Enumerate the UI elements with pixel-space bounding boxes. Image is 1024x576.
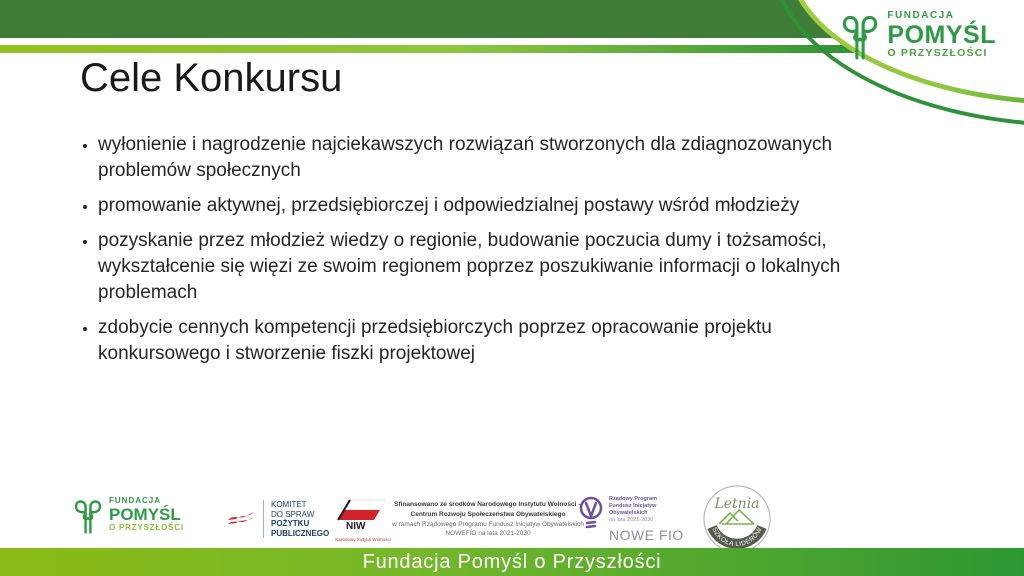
brand-line3: O PRZYSZŁOŚCI: [887, 46, 988, 59]
polish-flag-icon: [226, 510, 256, 528]
fundacja-line1: FUNDACJA: [109, 495, 161, 505]
komitet-line4: PUBLICZNEGO: [271, 528, 330, 538]
nowefio-program-line2: Fundusz Inicjatyw: [609, 502, 657, 509]
footer-niw-logo: [332, 498, 394, 543]
funding-note-line1: Sfinansowano ze środków Narodowego Instytutu Wolności –: [394, 501, 582, 508]
footer-nowefio-logo: [578, 496, 684, 543]
nowefio-name: NOWE FIO: [609, 526, 684, 543]
footer-fundacja-text: [109, 497, 184, 533]
bullet-list: [78, 132, 880, 376]
bullet-item: • pozyskanie przez młodzież wiedzy o regionie, budowanie poczucia dumy i tożsamości, wykształcenie się więzi ze swoim regionem poprzez poszukiwanie informacji o lokalnych problemach: [98, 228, 880, 306]
fundacja-line3: O PRZYSZŁOŚCI: [109, 523, 184, 533]
bullet-item: • wyłonienie i nagrodzenie najciekawszych rozwiązań stworzonych dla zdiagnozowanych problemów społecznych: [98, 132, 880, 184]
nowefio-program-line4: na lata 2021-2030: [609, 516, 654, 523]
footer-funding-note: [388, 500, 588, 539]
bottom-bar: [0, 548, 1024, 576]
letnia-banner-text: SZKOŁA LIDERÓW: [710, 526, 764, 549]
niw-flag-icon: [336, 498, 390, 532]
bottom-bar-text: Fundacja Pomyśl o Przyszłości: [362, 550, 662, 573]
header-brand-text: [887, 11, 996, 59]
nowefio-program-line1: Rządowy Program: [609, 496, 657, 502]
page-title: Cele Konkursu: [80, 56, 343, 100]
niw-acronym: NIW: [346, 521, 366, 532]
tree-icon: [839, 10, 881, 60]
tree-icon: [72, 495, 104, 535]
nowefio-program-line3: Obywatelskich: [609, 509, 648, 516]
funding-note-line2: Centrum Rozwoju Społeczeństwa Obywatelskiego: [410, 510, 566, 518]
funding-note-line4: NOWEFIO na lata 2021-2030: [445, 530, 531, 538]
komitet-text: [271, 500, 329, 538]
komitet-divider: [263, 500, 264, 538]
letnia-script-text: Letnia: [714, 496, 760, 512]
komitet-line3: POŻYTKU: [271, 519, 310, 529]
funding-note-line3: w ramach Rządowego Programu Fundusz Inicjatyw Obywatelskich: [392, 520, 584, 528]
bullet-item: • promowanie aktywnej, przedsiębiorczej i odpowiedzialnej postawy wśród młodzieży: [98, 193, 880, 219]
brand-line2: POMYŚL: [887, 20, 996, 49]
footer-fundacja-logo: [72, 495, 184, 535]
brand-line1: FUNDACJA: [887, 10, 955, 22]
komitet-line2: DO SPRAW: [271, 509, 315, 519]
fundacja-line2: POMYŚL: [109, 504, 181, 524]
letnia-badge-icon: [702, 484, 772, 554]
lightbulb-icon: [578, 496, 604, 532]
nowefio-text: [609, 496, 684, 543]
bullet-item: • zdobycie cennych kompetencji przedsiębiorczych poprzez opracowanie projektu konkursowego i stworzenie fiszki projektowej: [98, 315, 880, 367]
footer-komitet-logo: [226, 500, 329, 538]
header-brand-logo: [839, 10, 996, 60]
komitet-line1: KOMITET: [271, 500, 307, 509]
niw-caption: Narodowy Instytut Wolności: [335, 537, 391, 542]
